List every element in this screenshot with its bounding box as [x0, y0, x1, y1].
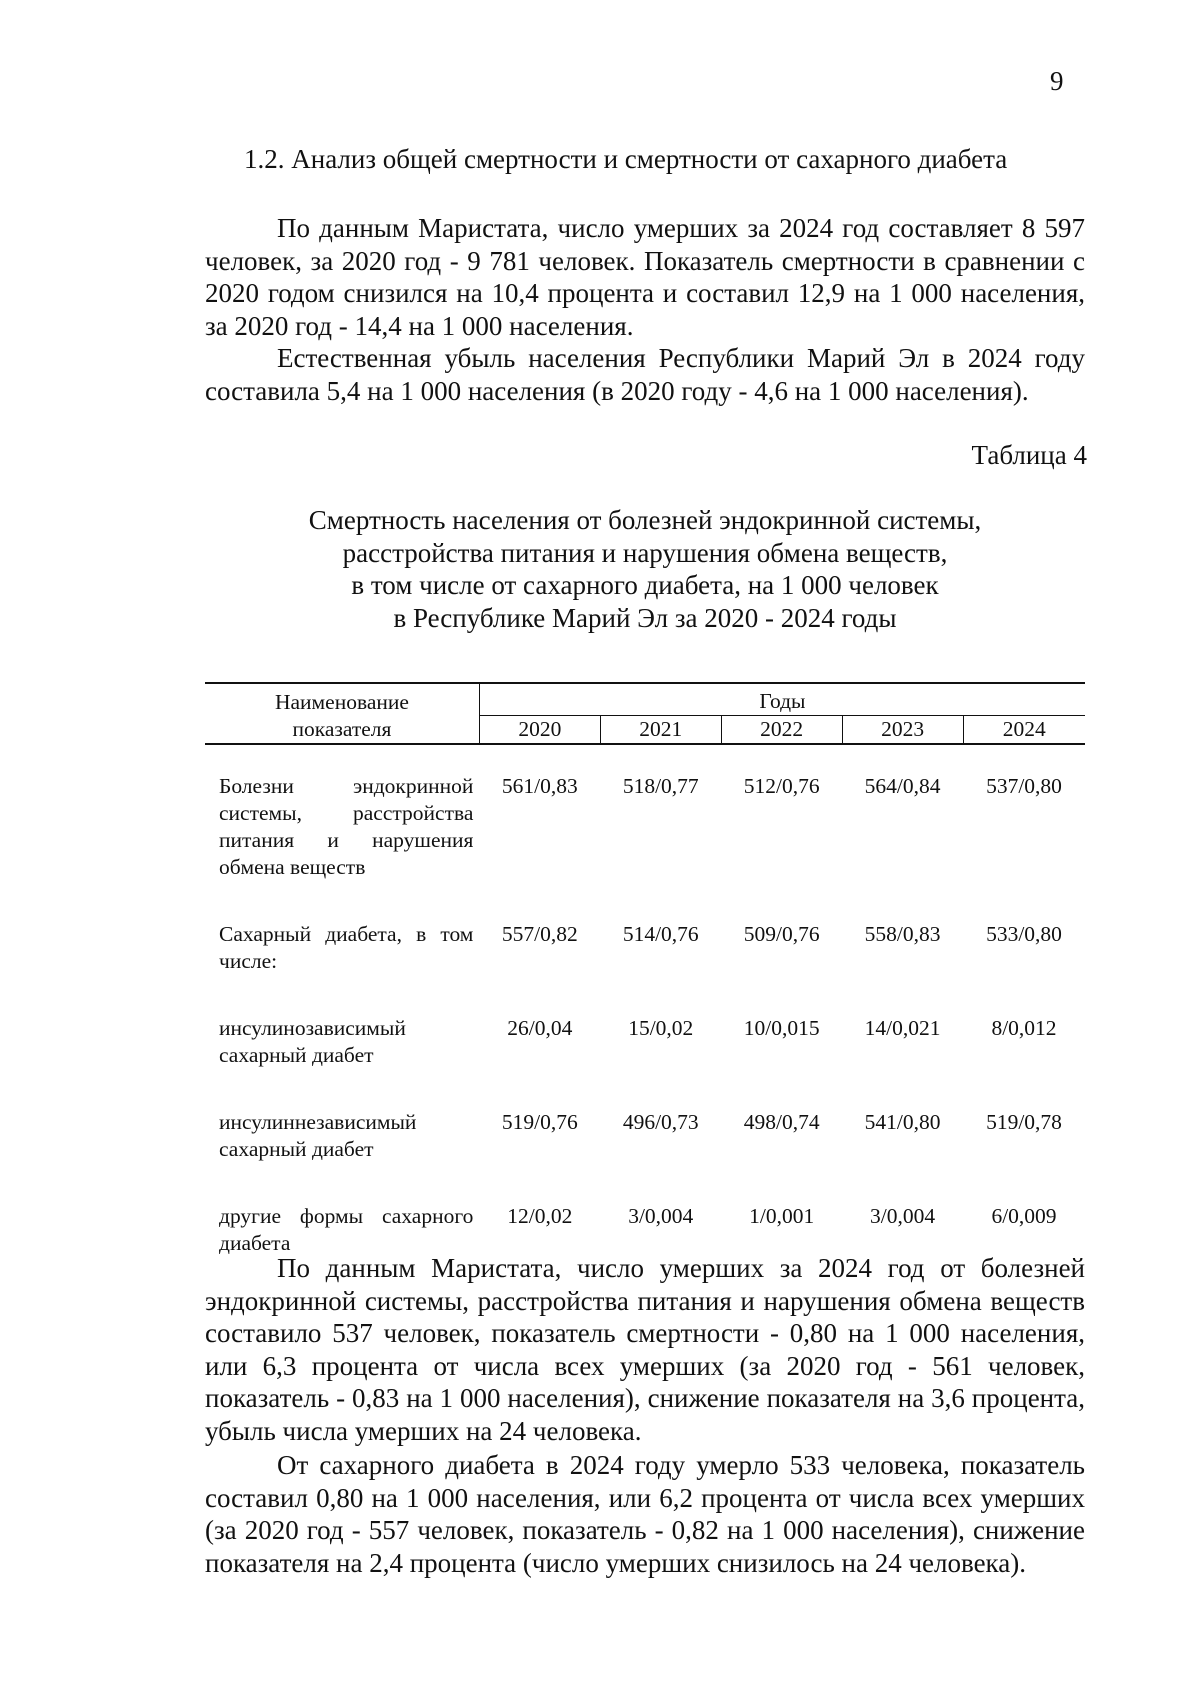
cell-value: 10/0,015: [743, 1016, 820, 1040]
paragraph-endocrine-mortality: По данным Маристата, число умерших за 2024 год от болезней эндокринной системы, расстройства питания и нарушения обмена веществ составило 537 человек, показатель смертности - 0,80 на 1 000 населения, или 6,3 процента от числа всех умерших (за 2020 год - 561 человек, показатель - 0,83 на 1 000 населения), снижение показателя на 3,6 процента, убыль числа умерших на 24 человека.: [205, 1253, 1085, 1446]
table-row: [205, 1015, 1085, 1069]
cell-value: 518/0,77: [622, 774, 699, 798]
cell-value: 519/0,78: [986, 1110, 1062, 1134]
table-row: [205, 1109, 1085, 1163]
cell-value: 12/0,02: [507, 1204, 573, 1228]
column-header-name: [205, 683, 479, 744]
cell-value: 1/0,001: [749, 1204, 815, 1228]
table-caption: [205, 504, 1085, 634]
cell-value: 564/0,84: [864, 774, 941, 798]
cell-value: 561/0,83: [501, 774, 578, 798]
column-header-year-2023: 2023: [842, 716, 963, 745]
cell-value: 3/0,004: [870, 1204, 936, 1228]
row-label: инсулиннезависимый сахарный диабет: [219, 1110, 417, 1161]
cell-value: 509/0,76: [743, 922, 820, 946]
cell-value: 541/0,80: [864, 1110, 941, 1134]
cell-value: 26/0,04: [507, 1016, 573, 1040]
page-number: 9: [1050, 66, 1064, 96]
row-label: другие формы сахарного диабета: [219, 1204, 474, 1255]
cell-value: 14/0,021: [864, 1016, 941, 1040]
cell-value: 558/0,83: [864, 922, 941, 946]
table-label: Таблица 4: [971, 440, 1087, 470]
paragraph-natural-decline: Естественная убыль населения Республики Марий Эл в 2024 году составила 5,4 на 1 000 населения (в 2020 году - 4,6 на 1 000 населения).: [205, 343, 1085, 406]
table-caption-line: в том числе от сахарного диабета, на 1 000 человек: [351, 570, 939, 600]
section-title: 1.2. Анализ общей смертности и смертности от сахарного диабета: [244, 144, 1008, 174]
column-header-year-2020: 2020: [479, 716, 600, 745]
cell-value: 557/0,82: [501, 922, 578, 946]
table-caption-line: расстройства питания и нарушения обмена веществ,: [342, 537, 948, 568]
column-header-year-2022: 2022: [721, 716, 842, 745]
table-row: [205, 921, 1085, 975]
cell-value: 8/0,012: [991, 1016, 1057, 1040]
table-caption-line: Смертность населения от болезней эндокринной системы,: [308, 505, 982, 535]
column-header-year-2024: 2024: [963, 716, 1085, 745]
mortality-table: [205, 682, 1085, 1257]
column-header-year-2021: 2021: [600, 716, 721, 745]
column-header-years: Годы: [479, 683, 1085, 716]
cell-value: 15/0,02: [628, 1016, 694, 1040]
row-label: Сахарный диабета, в том числе:: [219, 922, 474, 973]
table-row: [205, 1203, 1085, 1257]
table-row: [205, 773, 1085, 881]
cell-value: 6/0,009: [991, 1204, 1057, 1228]
paragraph-diabetes-mortality: От сахарного диабета в 2024 году умерло 533 человека, показатель составил 0,80 на 1 000 населения, или 6,2 процента от числа всех умерших (за 2020 год - 557 человек, показатель - 0,82 на 1 000 населения), снижение показателя на 2,4 процента (число умерших снизилось на 24 человека).: [205, 1450, 1085, 1578]
cell-value: 496/0,73: [622, 1110, 699, 1134]
row-label: инсулинозависимый сахарный диабет: [219, 1016, 406, 1067]
table-caption-line: в Республике Марий Эл за 2020 - 2024 годы: [393, 602, 897, 633]
cell-value: 3/0,004: [628, 1204, 694, 1228]
cell-value: 514/0,76: [622, 922, 699, 946]
cell-value: 519/0,76: [501, 1110, 578, 1134]
cell-value: 512/0,76: [743, 774, 820, 798]
column-header-name-line1: Наименование: [274, 689, 409, 714]
row-label: Болезни эндокринной системы, расстройства питания и нарушения обмена веществ: [219, 774, 474, 879]
column-header-name-line2: показателя: [292, 716, 392, 741]
paragraph-overall-mortality: По данным Маристата, число умерших за 2024 год составляет 8 597 человек, за 2020 год - 9 781 человек. Показатель смертности в сравнении с 2020 годом снизился на 10,4 процента и составил 12,9 на 1 000 населения, за 2020 год - 14,4 на 1 000 населения.: [205, 213, 1085, 341]
cell-value: 533/0,80: [986, 922, 1062, 946]
cell-value: 537/0,80: [986, 774, 1062, 798]
cell-value: 498/0,74: [743, 1110, 820, 1134]
